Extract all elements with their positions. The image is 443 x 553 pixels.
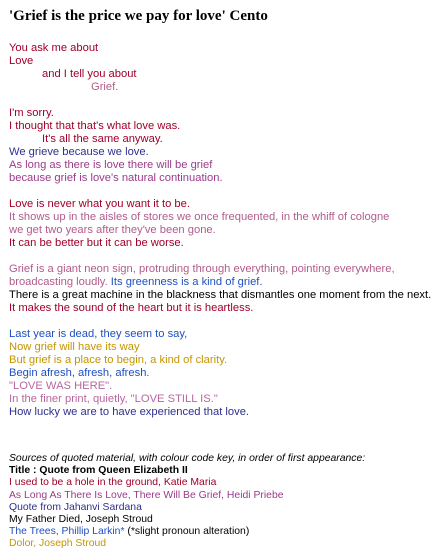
poem-line: But grief is a place to begin, a kind of clarity.	[9, 354, 228, 366]
poem-line: It's all the same anyway.	[42, 133, 163, 145]
source-item: Dolor, Joseph Stroud	[9, 538, 107, 550]
stanza-1	[9, 42, 439, 94]
poem-line: It can be better but it can be worse.	[9, 237, 184, 249]
poem-line: We grieve because we love.	[9, 146, 149, 158]
poem-line-part: broadcasting loudly.	[9, 276, 108, 288]
poem-line: Love	[9, 55, 34, 67]
poem-line	[9, 276, 439, 289]
poem-line: It shows up in the aisles of stores we once frequented, in the whiff of cologne	[9, 211, 390, 223]
stanza-3	[9, 198, 439, 250]
poem-body	[9, 42, 439, 419]
source-item: As Long As There Is Love, There Will Be Grief, Heidi Priebe	[9, 489, 284, 501]
source-item: My Father Died, Joseph Stroud	[9, 514, 153, 526]
poem-line: I thought that that's what love was.	[9, 120, 181, 132]
poem-line: Begin afresh, afresh, afresh.	[9, 367, 150, 379]
sources-list	[9, 465, 439, 550]
poem-line: Now grief will have its way	[9, 341, 140, 353]
sources-section	[9, 453, 439, 551]
poem-line-part: Its greenness is a kind of grief.	[107, 276, 263, 288]
source-item-title: The Trees, Phillip Larkin*	[9, 526, 125, 538]
poem-line: "LOVE WAS HERE".	[9, 380, 113, 392]
poem-line: There is a great machine in the blackness that dismantles one moment from the next.	[9, 289, 432, 301]
poem-line: As long as there is love there will be grief	[9, 159, 213, 171]
poem-line: and I tell you about	[42, 68, 137, 80]
poem-line: You ask me about	[9, 42, 99, 54]
poem-line: It makes the sound of the heart but it is heartless.	[9, 302, 254, 314]
poem-line: because grief is love's natural continuation.	[9, 172, 223, 184]
poem-title: 'Grief is the price we pay for love' Cento	[9, 8, 268, 24]
poem-line: we get two years after they've been gone.	[9, 224, 216, 236]
source-item	[9, 526, 439, 538]
source-item: Quote from Jahanvi Sardana	[9, 501, 142, 513]
stanza-4	[9, 263, 439, 315]
stanza-5	[9, 328, 439, 419]
poem-line: Love is never what you want it to be.	[9, 198, 190, 210]
stanza-2	[9, 107, 439, 185]
poem-line: How lucky we are to have experienced that love.	[9, 406, 250, 418]
poem-line: Grief.	[91, 81, 119, 93]
source-item: I used to be a hole in the ground, Katie Maria	[9, 477, 217, 489]
source-item: Title : Quote from Queen Elizabeth II	[9, 465, 188, 477]
poem-line: In the finer print, quietly, "LOVE STILL IS."	[9, 393, 218, 405]
sources-heading: Sources of quoted material, with colour code key, in order of first appearance:	[9, 453, 366, 464]
poem-line: Last year is dead, they seem to say,	[9, 328, 188, 340]
poem-line: Grief is a giant neon sign, protruding through everything, pointing everywhere,	[9, 263, 395, 275]
poem-line: I'm sorry.	[9, 107, 54, 119]
source-item-note: (*slight pronoun alteration)	[124, 526, 250, 538]
